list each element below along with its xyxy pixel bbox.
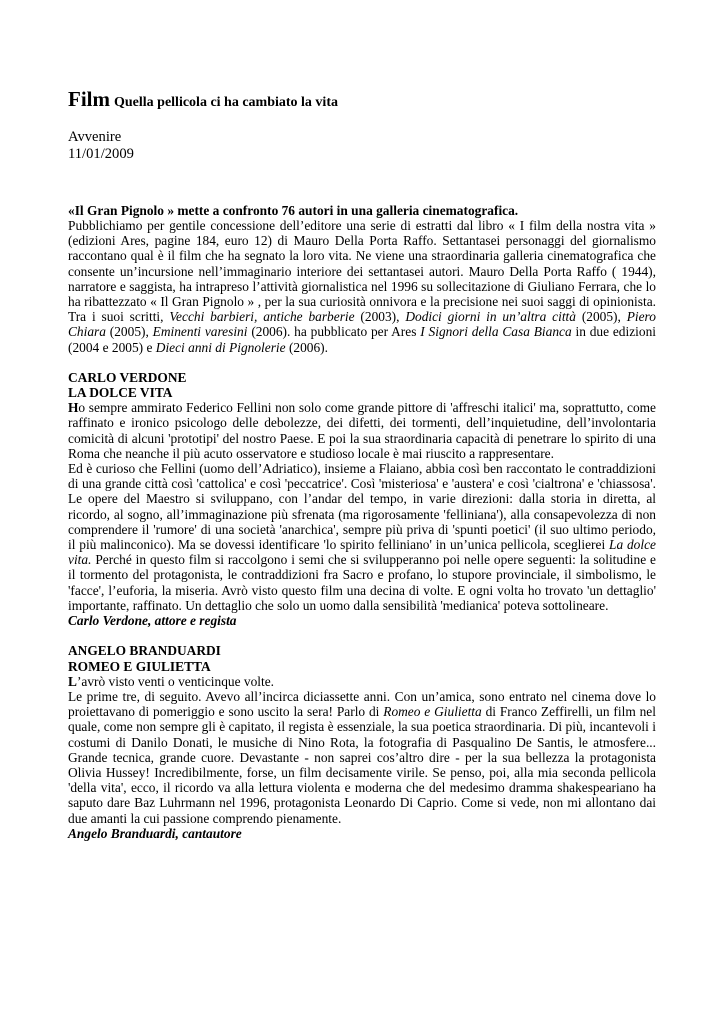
drop-letter: H [68, 400, 79, 416]
section-author: ANGELO BRANDUARDI [68, 643, 221, 659]
publication-date: 11/01/2009 [68, 146, 134, 163]
article-heading [68, 88, 656, 114]
film-title: La dolce vita. [68, 537, 656, 568]
article-subtitle: Quella pellicola ci ha cambiato la vita [114, 95, 338, 110]
book-title: I Signori della Casa Bianca [420, 324, 572, 340]
book-title: Vecchi barbieri, antiche barberie [169, 309, 355, 325]
article-title: Film [68, 87, 110, 111]
intro-section [68, 203, 656, 355]
section-paragraph: Le prime tre, di seguito. Avevo all’incirca diciassette anni. Con un’amica, sono entrato nel cinema dove lo proiettavano di pomeriggio e sono uscito la sera! Parlo di Romeo e Giulietta di Franco Zeffirelli, un film nel quale, come non sempre gli è capitato, il regista è essenziale, la sua poetica straordinaria. Di più, incantevoli i costumi di Danilo Donati, le musiche di Nino Rota, la fotografia di Pasqualino De Santis, le atmosfere... Grande tecnica, grande cuore. Devastante - non saprei cos’altro dire - per la sua bellezza la protagonista Olivia Hussey! Incredibilmente, forse, un film decisamente virile. Se penso, poi, alla mia seconda pellicola 'della vita', ecco, il ricordo va alla lettura violenta e moderna che del medesimo dramma shakespeariano ha saputo dare Baz Luhrmann nel 1996, protagonista Leonardo Di Caprio. Come si vede, non mi allontano dai due amanti la cui passione comprendo pienamente. [68, 688, 656, 826]
book-title: Piero Chiara [68, 309, 656, 340]
section-film-title: LA DOLCE VITA [68, 385, 173, 401]
book-title: Dieci anni di Pignolerie [155, 339, 286, 355]
section-film-title: ROMEO E GIULIETTA [68, 658, 211, 674]
film-title: Romeo e Giulietta [383, 704, 482, 720]
section-paragraph: Ho sempre ammirato Federico Fellini non solo come grande pittore di 'affreschi italici' ma, soprattutto, come raffinato e ironico psicologo delle debolezze, dei difetti, dei tormenti, dell’inquietudine, dell’involontaria comicità di alcuni 'prototipi' del nostro Paese. E poi la sua straordinaria capacità di penetrare lo spirito di una Roma che neanche il più acuto osservatore e studioso locale è mai riuscito a rappresentare. [68, 400, 656, 461]
book-title: Dodici giorni in un’altra città [405, 309, 576, 325]
verdone-section [68, 370, 656, 628]
section-signature: Carlo Verdone, attore e regista [68, 613, 237, 629]
section-paragraph: Ed è curioso che Fellini (uomo dell’Adriatico), insieme a Flaiano, abbia così ben raccontato le contraddizioni di una grande città così 'cattolica' e così 'peccatrice'. Così 'misteriosa' e 'austera' e così 'cialtrona' e 'chiassosa'. Le opere del Maestro si sviluppano, con l’andar del tempo, in varie direzioni: dalla storia in diretta, al ricordo, al sogno, all’immaginazione più sfrenata (ma rigorosamente 'felliniana'), alla consapevolezza di non comprendere il 'rumore' di una società 'anarchica', sempre più priva di 'spunti poetici' (il suo ultimo periodo, il più malinconico). Ma se dovessi identificare 'lo spirito felliniano' in un’unica pellicola, sceglierei La dolce vita. Perché in questo film si raccolgono i semi che si svilupperanno poi nelle opere seguenti: la solitudine e il tormento del protagonista, le contraddizioni fra Sacro e profano, lo stupore provinciale, il simbolismo, le 'facce', l’euforia, la miseria. Avrò visto questo film una decina di volte. E ogni volta ho trovato 'un dettaglio' importante, raffinato. Un dettaglio che solo un uomo dalla sensibilità 'medianica' poteva sottolineare. [68, 461, 656, 613]
section-paragraph: L’avrò visto venti o venticinque volte. [68, 673, 275, 689]
section-signature: Angelo Branduardi, cantautore [68, 825, 242, 841]
book-title: Eminenti varesini [152, 324, 248, 340]
intro-lead: «Il Gran Pignolo » mette a confronto 76 autori in una galleria cinematografica. [68, 202, 519, 218]
drop-letter: L [68, 673, 77, 689]
branduardi-section [68, 643, 656, 841]
intro-paragraph: Pubblichiamo per gentile concessione dell’editore una serie di estratti dal libro « I film della nostra vita » (edizioni Ares, pagine 184, euro 12) di Mauro Della Porta Raffo. Settantasei personaggi del giornalismo raccontano qual è il film che ha segnato la loro vita. Ne viene una straordinaria galleria cinematografica che consente un’incursione nell’immaginario interiore dei settantasei autori. Mauro Della Porta Raffo ( 1944), narratore e saggista, ha intrapreso l’attività giornalistica nel 1996 su sollecitazione di Giuliano Ferrara, che lo ha ribattezzato « Il Gran Pignolo » , per la sua curiosità onnivora e la precisione nei suoi saggi di opinionista. Tra i suoi scritti, Vecchi barbieri, antiche barberie (2003), Dodici giorni in un’altra città (2005), Piero Chiara (2005), Eminenti varesini (2006). ha pubblicato per Ares I Signori della Casa Bianca in due edizioni (2004 e 2005) e Dieci anni di Pignolerie (2006). [68, 218, 656, 355]
section-author: CARLO VERDONE [68, 369, 187, 385]
article-meta [68, 129, 656, 164]
source-name: Avvenire [68, 129, 122, 145]
document-page [68, 88, 656, 841]
